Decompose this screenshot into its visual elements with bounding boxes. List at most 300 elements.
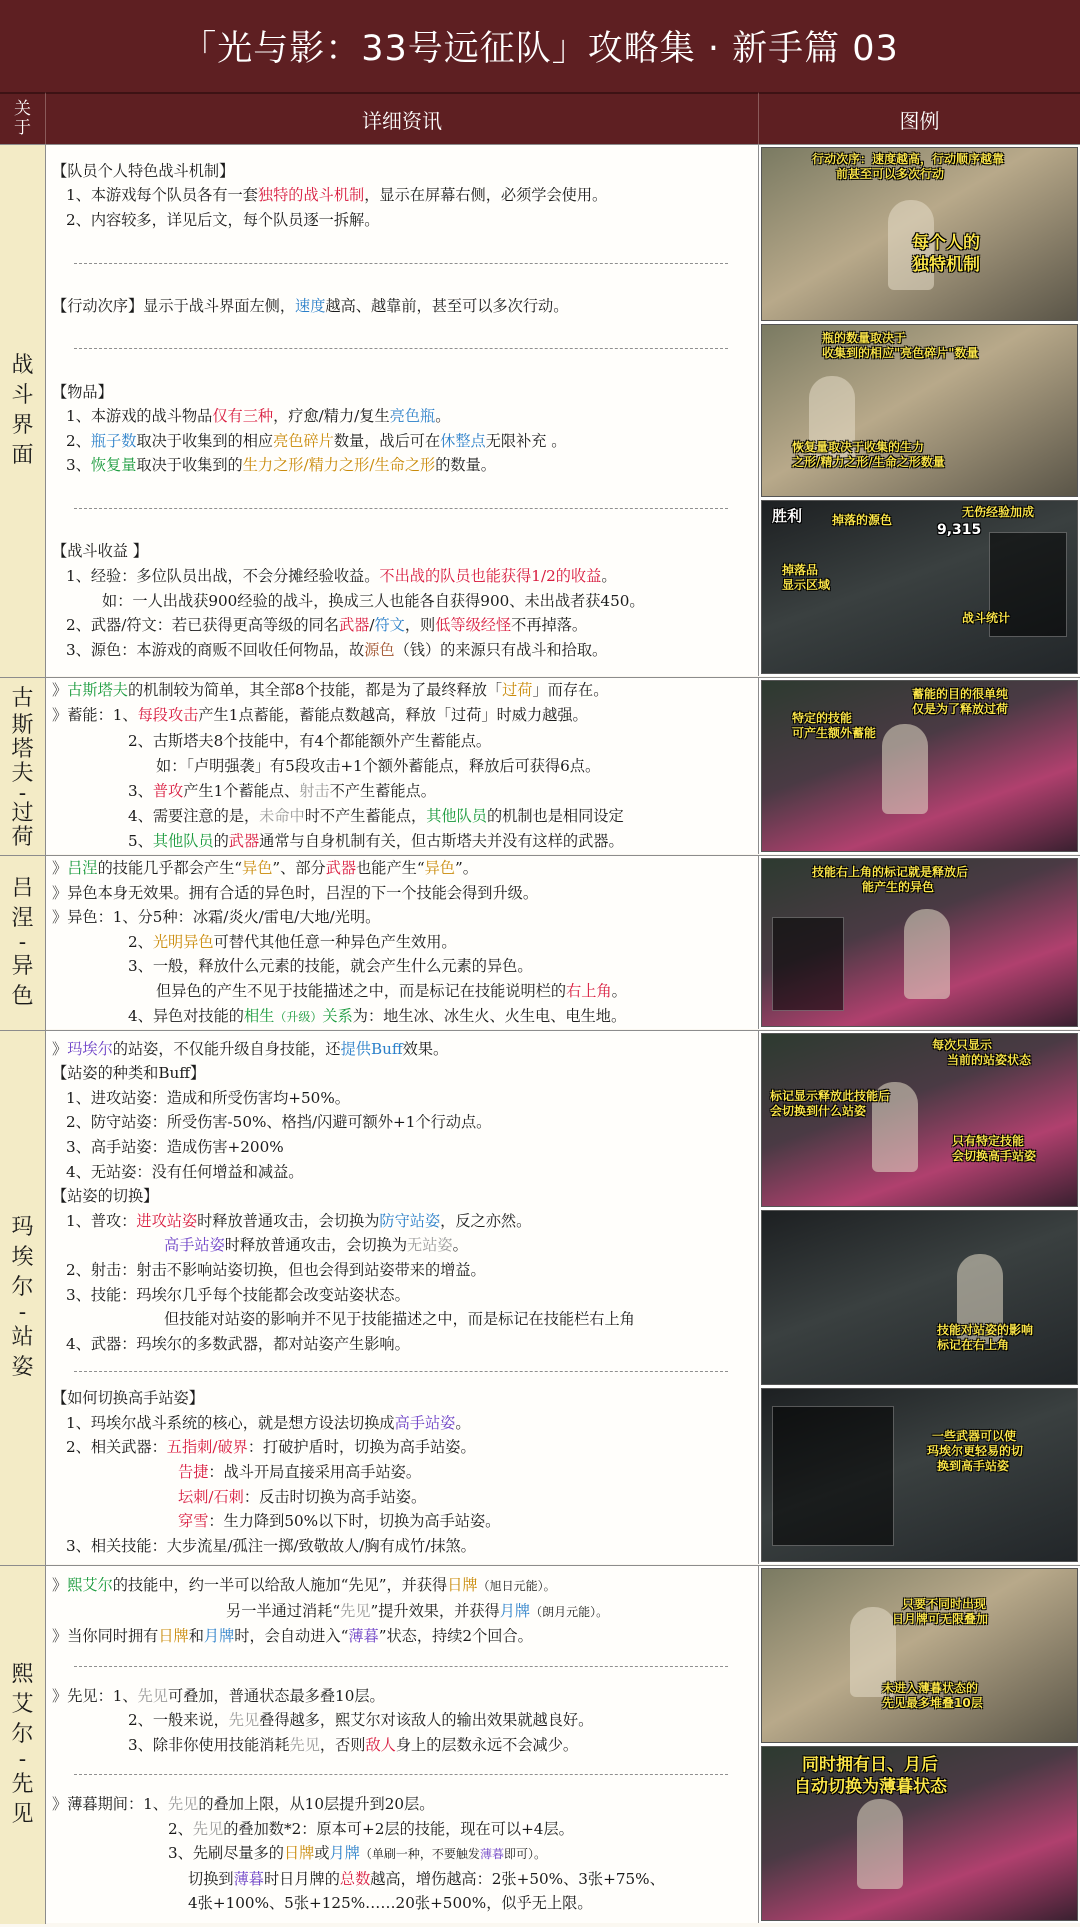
text-line: [52, 638, 750, 663]
text-fragment: 坛刺/石刺: [178, 1487, 244, 1506]
figure-column-sciel: [759, 1565, 1080, 1923]
text-fragment: 。: [611, 981, 627, 1000]
side-char: 涅: [11, 906, 34, 931]
block-stances: [52, 1037, 750, 1357]
caption: 每次只显示: [932, 1038, 993, 1052]
text-line: 4、无站姿：没有任何增益和减益。: [66, 1162, 304, 1181]
text-fragment: 》: [52, 1039, 68, 1058]
figure-column-maelle: [759, 1030, 1080, 1564]
text-fragment: 先见: [192, 1819, 224, 1838]
heading-line: 【物品】: [52, 382, 113, 401]
text-line: 3、技能：玛埃尔几乎每个技能都会改变站姿状态。: [66, 1285, 410, 1304]
section-content-lune: [46, 855, 759, 1029]
text-line: 4张+100%、5张+125%……20张+500%，似乎无上限。: [188, 1894, 593, 1913]
caption: 之形/精力之形/生命之形数量: [792, 454, 945, 469]
text-fragment: 武器: [228, 832, 260, 851]
text-line: [52, 429, 750, 454]
screenshot-twilight: [761, 1746, 1078, 1921]
heading-line: 【如何切换高手站姿】: [52, 1389, 204, 1408]
side-char: 斯: [11, 712, 34, 738]
text-fragment: 告捷: [178, 1462, 209, 1481]
caption: 前甚至可以多次行动: [836, 167, 945, 181]
text-line: 2、射击：射击不影响站姿切换，但也会得到站姿带来的增益。: [66, 1261, 486, 1280]
side-char: -: [18, 930, 27, 955]
text-fragment: 3、源色：本游戏的商贩不回收任何物品，故: [66, 640, 365, 659]
text-fragment: 切换到: [188, 1869, 234, 1888]
side-char: 艾: [11, 1692, 34, 1717]
section-label-sciel: [0, 1565, 46, 1924]
text-fragment: 低等级经怪: [435, 616, 512, 635]
side-char: -: [18, 780, 27, 806]
text-line: 如：一人出战获900经验的战斗，换成三人也能各自获得900、未出战者获450。: [102, 591, 645, 610]
divider: [74, 348, 728, 349]
text-line: [52, 930, 750, 955]
text-line: [52, 1599, 750, 1625]
caption: 掉落的源色: [832, 513, 893, 528]
caption: 先见最多堆叠10层: [882, 1696, 983, 1710]
text-fragment: （钱）的来源只有战斗和拾取。: [394, 640, 608, 659]
text-fragment: 身上的层数永远不会减少。: [395, 1735, 579, 1754]
text-fragment: 。: [452, 1236, 468, 1255]
side-char: 埃: [11, 1245, 34, 1270]
text-fragment: 先见: [340, 1601, 371, 1620]
text-fragment: 独特的战斗机制: [257, 186, 365, 205]
text-line: [52, 1841, 750, 1867]
side-char: 面: [11, 443, 34, 468]
text-fragment: 》薄暮期间：1、: [52, 1795, 168, 1814]
caption: 玛埃尔更轻易的切: [927, 1443, 1024, 1458]
text-fragment: 越高，增伤越高：2张+50%、3张+75%、: [370, 1869, 665, 1888]
text-fragment: 。: [435, 407, 451, 426]
text-line: [52, 1817, 750, 1842]
text-line: 2、古斯塔夫8个技能中，有4个都能额外产生蓄能点。: [128, 731, 492, 750]
caption: 可产生额外蓄能: [792, 726, 877, 740]
text-fragment: 武器: [338, 616, 370, 635]
text-fragment: 每段攻击: [137, 706, 199, 725]
text-fragment: 的技能几乎都会产生“: [97, 859, 243, 877]
text-fragment: 4、需要注意的是，: [128, 806, 260, 825]
text-fragment: 先见: [228, 1711, 260, 1730]
screenshot-items: [761, 324, 1078, 498]
caption: 胜利: [772, 507, 803, 526]
text-fragment: 1、玛埃尔战斗系统的核心，就是想方设法切换成: [66, 1413, 395, 1432]
caption: 同时拥有日、月后: [802, 1755, 938, 1775]
text-fragment: 速度: [295, 296, 326, 315]
side-char: 界: [11, 413, 34, 438]
text-fragment: 通常与自身机制有关，但古斯塔夫并没有这样的武器。: [259, 832, 624, 851]
text-fragment: 产生1点蓄能，蓄能点数越高，释放「过荷」时威力越强。: [198, 706, 588, 725]
text-fragment: 。: [455, 1413, 471, 1432]
text-fragment: 时，会自动进入“: [234, 1627, 349, 1646]
caption: 日月牌可无限叠加: [892, 1612, 989, 1626]
text-fragment: 生力之形/精力之形/生命之形: [242, 456, 436, 475]
text-fragment: 过荷: [502, 681, 533, 700]
text-fragment: 总数: [339, 1869, 371, 1888]
text-fragment: 》: [52, 681, 68, 700]
block-items: [52, 380, 750, 478]
screenshot-turn-order: [761, 147, 1078, 321]
caption: 一些武器可以使: [932, 1428, 1017, 1443]
text-fragment: 2、武器/符文：若已获得更高等级的同名: [66, 616, 339, 635]
section-label-battle-ui: [0, 144, 46, 677]
text-line: [52, 1411, 750, 1436]
text-fragment: 日牌: [158, 1627, 189, 1646]
side-char: 熙: [11, 1662, 34, 1687]
caption: 技能右上角的标记就是释放后: [812, 865, 969, 879]
screenshot-stance-status: [761, 1033, 1078, 1207]
screenshot-weapons: [761, 1388, 1078, 1562]
caption: 换到高手站姿: [937, 1458, 1010, 1473]
text-fragment: 另一半通过消耗“: [226, 1601, 341, 1620]
about-label-bottom: 于: [14, 118, 31, 138]
text-fragment: 不再掉落。: [511, 616, 588, 635]
text-fragment: 2、相关武器：: [66, 1438, 167, 1457]
text-fragment: 武器: [325, 859, 357, 877]
text-line: 2、防守站姿：所受伤害-50%、格挡/闪避可额外+1个行动点。: [66, 1113, 492, 1132]
text-fragment: 》: [52, 859, 68, 877]
text-fragment: （旭日元能）。: [477, 1578, 556, 1593]
text-fragment: 先见: [289, 1735, 320, 1754]
figure-column-battle-ui: [759, 144, 1080, 676]
side-char: 异: [11, 954, 34, 979]
text-line: 3、高手站姿：造成伤害+200%: [66, 1138, 284, 1157]
text-fragment: 无限补充 。: [485, 431, 567, 450]
caption: 恢复量取决于收集的生力: [792, 439, 925, 454]
text-fragment: 的站姿，不仅能升级自身技能，还: [112, 1039, 341, 1058]
text-fragment: 亮色碎片: [273, 431, 334, 450]
guide-table: [0, 92, 1080, 1924]
side-char: -: [18, 1300, 27, 1325]
section-label-gustave: [0, 677, 46, 855]
text-line: [52, 1209, 750, 1234]
text-fragment: 的叠加数*2：原本可+2层的技能，现在可以+4层。: [223, 1819, 574, 1838]
block-twilight: [52, 1792, 750, 1916]
text-line: [52, 613, 750, 638]
text-fragment: ：战斗开局直接采用高手站姿。: [208, 1462, 421, 1481]
text-fragment: /: [369, 616, 375, 635]
side-char: 塔: [11, 736, 34, 762]
divider: [74, 263, 728, 264]
text-fragment: 时释放普通攻击，会切换为: [224, 1236, 407, 1255]
text-line: [52, 183, 750, 208]
text-fragment: 也能产生“: [356, 859, 425, 877]
text-fragment: 越高、越靠前，甚至可以多次行动。: [325, 296, 569, 315]
text-fragment: 时日月牌的: [263, 1869, 340, 1888]
caption: 只有特定技能: [952, 1134, 1025, 1148]
text-fragment: 相生: [243, 1006, 275, 1025]
text-line: [52, 1435, 750, 1460]
block-foretell-intro: [52, 1573, 750, 1649]
side-char: 先: [11, 1772, 34, 1797]
text-fragment: 恢复量: [90, 456, 137, 475]
text-fragment: 2、一般来说，: [128, 1711, 229, 1730]
block-foretell: [52, 1684, 750, 1758]
text-fragment: 的机制也是相同设定: [486, 806, 624, 825]
text-fragment: （朗月元能）。: [530, 1604, 609, 1619]
text-fragment: 2、: [66, 431, 91, 450]
text-fragment: 日牌: [283, 1844, 315, 1863]
heading-line: 【站姿的切换】: [52, 1187, 159, 1206]
text-fragment: ，否则: [319, 1735, 366, 1754]
text-fragment: 瓶子数: [90, 431, 137, 450]
text-fragment: 未命中: [259, 806, 305, 825]
text-fragment: 薄暮: [233, 1869, 264, 1888]
block-virtuoso-stance: [52, 1386, 750, 1558]
side-char: 玛: [11, 1215, 34, 1240]
text-line: [52, 1708, 750, 1733]
text-fragment: 先见: [137, 1686, 168, 1705]
text-line: [52, 829, 750, 854]
caption: 技能对站姿的影响: [937, 1323, 1034, 1338]
text-line: [52, 703, 750, 728]
side-char: 过: [11, 800, 34, 826]
text-fragment: 月牌: [203, 1627, 235, 1646]
text-line: [52, 804, 750, 829]
text-fragment: 》: [52, 1575, 68, 1594]
caption: 当前的站姿状态: [947, 1053, 1032, 1067]
text-fragment: 1、普攻：: [66, 1211, 137, 1230]
text-fragment: 敌人: [365, 1735, 396, 1754]
text-fragment: 》蓄能：1、: [52, 706, 138, 725]
caption: 瓶的数量取决于: [822, 330, 907, 345]
caption: 战斗统计: [962, 611, 1011, 626]
text-fragment: 1、本游戏的战斗物品: [66, 407, 213, 426]
text-fragment: 玛埃尔: [67, 1039, 113, 1058]
text-line: [52, 294, 750, 319]
text-fragment: 」而存在。: [532, 681, 609, 700]
text-line: 2、内容较多，详见后文，每个队员逐一拆解。: [66, 210, 380, 229]
text-fragment: 穿雪: [178, 1512, 209, 1531]
text-fragment: 3、: [66, 456, 91, 475]
caption: 自动切换为薄暮状态: [794, 1777, 947, 1797]
character-figure: [882, 724, 928, 814]
text-line: 如：「卢明强袭」有5段攻击+1个额外蓄能点，释放后可获得6点。: [156, 756, 601, 775]
text-fragment: 时释放普通攻击，会切换为: [197, 1211, 380, 1230]
text-line: [52, 1792, 750, 1817]
text-fragment: 即可）。: [503, 1847, 546, 1862]
text-line: [52, 678, 750, 703]
text-fragment: 月牌: [329, 1844, 360, 1863]
caption: 显示区域: [782, 578, 831, 593]
text-line: [52, 1867, 750, 1892]
text-fragment: 吕涅: [67, 859, 98, 877]
text-fragment: 5、: [128, 832, 153, 851]
text-line: [52, 1037, 750, 1062]
text-line: [52, 1684, 750, 1709]
text-fragment: ”。: [454, 859, 478, 877]
divider: [74, 1774, 728, 1775]
text-fragment: 熙艾尔: [67, 1575, 113, 1594]
text-fragment: 》当你同时拥有: [52, 1627, 159, 1646]
divider: [74, 1371, 728, 1372]
side-char: 吕: [11, 876, 34, 901]
screenshot-rewards: [761, 500, 1078, 674]
page-title: 「光与影：33号远征队」攻略集 · 新手篇 03: [0, 0, 1080, 92]
text-fragment: 的: [213, 832, 229, 851]
text-line: [52, 1509, 750, 1534]
text-fragment: ”提升效果，并获得: [370, 1601, 500, 1620]
text-line: 》异色：1、分5种：冰霜/炎火/雷电/大地/光明。: [52, 908, 381, 927]
text-fragment: 异色: [242, 859, 273, 877]
text-line: 》异色本身无效果。拥有合适的异色时，吕涅的下一个技能会得到升级。: [52, 883, 538, 902]
text-line: 3、一般，释放什么元素的技能，就会产生什么元素的异色。: [128, 957, 533, 976]
text-line: [52, 1573, 750, 1599]
text-fragment: 不出战的队员也能获得1/2的收益: [379, 566, 602, 585]
text-fragment: 1、经验：多位队员出战，不会分摊经验收益。: [66, 566, 380, 585]
text-fragment: ”、部分: [272, 859, 326, 877]
text-fragment: 符文: [374, 616, 405, 635]
text-fragment: 其他队员: [426, 806, 487, 825]
divider: [74, 508, 728, 509]
text-fragment: 五指刺/破界: [166, 1438, 248, 1457]
heading-line: 【站姿的种类和Buff】: [52, 1064, 206, 1083]
text-line: 1、经验：多位队员出战，不会分摊经验收益。不出战的队员也能获得1/2的收益。: [66, 566, 617, 585]
side-char: 荷: [11, 824, 34, 850]
side-char: 古: [11, 685, 34, 711]
caption: 独特机制: [912, 255, 980, 275]
about-label-top: 关: [14, 99, 31, 119]
caption: 9,315: [937, 522, 982, 539]
divider: [74, 1666, 728, 1667]
section-content-battle-ui: [46, 144, 759, 676]
caption: 标记显示释放此技能后: [770, 1089, 891, 1103]
section-content-sciel: [46, 1565, 759, 1923]
text-line: [52, 453, 750, 478]
caption: 蓄能的目的很单纯: [912, 687, 1009, 701]
section-content-maelle: [46, 1030, 759, 1564]
text-fragment: （单刷一种，不要触发: [359, 1847, 480, 1862]
text-fragment: 时不产生蓄能点，: [304, 806, 427, 825]
text-fragment: 效果。: [402, 1039, 449, 1058]
caption: 未进入薄暮状态的: [882, 1681, 979, 1695]
text-fragment: 取决于收集到的相应: [136, 431, 274, 450]
text-fragment: 4、异色对技能的: [128, 1006, 244, 1025]
text-fragment: 3、: [128, 781, 153, 800]
side-char: 斗: [11, 383, 34, 408]
block-battle-rewards: [52, 539, 750, 662]
text-fragment: ，则: [404, 616, 436, 635]
text-line: [52, 1233, 750, 1258]
section-content-gustave: [46, 677, 759, 854]
heading-line: 【战斗收益 】: [52, 542, 148, 561]
text-line: 1、进攻站姿：造成和所受伤害均+50%。: [66, 1088, 350, 1107]
text-line: [52, 1624, 750, 1649]
caption: 标记在右上角: [937, 1338, 1010, 1353]
text-fragment: 光明异色: [152, 932, 214, 951]
figure-column-lune: [759, 855, 1080, 1029]
text-line: [52, 1485, 750, 1510]
screenshot-sun-moon: [761, 1568, 1078, 1743]
text-fragment: 先见: [167, 1795, 199, 1814]
text-fragment: 月牌: [499, 1601, 531, 1620]
text-fragment: 源色: [364, 640, 395, 659]
caption: 掉落品: [782, 563, 819, 578]
text-fragment: 其他队员: [152, 832, 214, 851]
block-character-mechanics: [52, 159, 750, 233]
column-header-details: 详细资讯: [46, 92, 759, 144]
caption: 只要不同时出现: [902, 1597, 987, 1611]
text-line: [52, 404, 750, 429]
figure-column-gustave: [759, 677, 1080, 854]
text-fragment: 异色: [424, 859, 455, 877]
section-label-lune: [0, 855, 46, 1030]
heading-line: 【队员个人特色战斗机制】: [52, 161, 235, 180]
text-line: [52, 1460, 750, 1485]
text-fragment: 薄暮: [348, 1627, 379, 1646]
side-char: 见: [11, 1802, 34, 1827]
text-fragment: 》先见：1、: [52, 1686, 138, 1705]
text-fragment: 的机制较为简单，其全部8个技能，都是为了最终释放「: [127, 681, 503, 700]
screenshot-lune-skills: [761, 858, 1078, 1027]
text-line: [52, 1733, 750, 1758]
side-char: 夫: [11, 760, 34, 786]
text-line: [52, 979, 750, 1004]
text-fragment: 数量，战后可在: [333, 431, 441, 450]
text-fragment: （升级）: [274, 1009, 323, 1024]
text-fragment: 【行动次序】显示于战斗界面左侧，: [52, 296, 295, 315]
side-char: -: [18, 1747, 27, 1772]
text-fragment: ：反击时切换为高手站姿。: [243, 1487, 427, 1506]
text-fragment: 3、除非你使用技能消耗: [128, 1735, 290, 1754]
column-header-figure: 图例: [759, 92, 1080, 144]
column-header-about: [0, 92, 46, 144]
block-turn-order: [52, 294, 750, 319]
weapon-list-panel: [772, 1406, 894, 1546]
side-char: 尔: [11, 1275, 34, 1300]
text-fragment: 3、先刷尽量多的: [168, 1844, 284, 1863]
side-char: 战: [11, 353, 34, 378]
text-fragment: 但异色的产生不见于技能描述之中，而是标记在技能说明栏的: [156, 981, 567, 1000]
text-fragment: 关系: [322, 1006, 353, 1025]
text-line: 但技能对站姿的影响并不见于技能描述之中，而是标记在技能栏右上角: [164, 1310, 635, 1329]
caption: 收集到的相应"亮色碎片"数量: [822, 345, 979, 360]
text-fragment: 的数量。: [435, 456, 496, 475]
skills-panel: [772, 917, 844, 1011]
text-fragment: 亮色瓶: [389, 407, 436, 426]
caption: 会切换到什么站姿: [770, 1104, 867, 1118]
caption: 无伤经验加成: [962, 505, 1035, 520]
text-fragment: 仅有三种: [212, 407, 274, 426]
text-fragment: 为：地生冰、冰生火、火生电、电生地。: [352, 1006, 627, 1025]
section-label-maelle: [0, 1030, 46, 1565]
caption: 会切换高手站姿: [952, 1149, 1037, 1163]
text-line: [52, 856, 750, 881]
text-fragment: 右上角: [566, 981, 612, 1000]
text-fragment: 或: [314, 1844, 330, 1863]
text-fragment: ，显示在屏幕右侧，必须学会使用。: [364, 186, 608, 205]
caption: 能产生的异色: [862, 880, 935, 894]
text-line: 3、相关技能：大步流星/孤注一掷/致敬故人/胸有成竹/抹煞。: [66, 1536, 476, 1555]
caption: 行动次序：速度越高，行动顺序越靠: [812, 152, 1005, 166]
text-fragment: 2、: [128, 932, 153, 951]
character-figure: [904, 909, 950, 999]
text-fragment: ：生力降到50%以下时，切换为高手站姿。: [208, 1512, 501, 1531]
text-fragment: 射击: [299, 781, 330, 800]
character-figure: [857, 1799, 903, 1889]
text-fragment: 产生1个蓄能点、: [183, 781, 300, 800]
caption: 特定的技能: [792, 711, 853, 725]
screenshot-gustave-charge: [761, 680, 1078, 852]
text-fragment: 薄暮: [479, 1847, 504, 1862]
text-line: [52, 779, 750, 804]
side-char: 色: [11, 984, 34, 1009]
text-fragment: 休整点: [440, 431, 486, 450]
text-fragment: 和: [188, 1627, 204, 1646]
text-fragment: 普攻: [152, 781, 184, 800]
caption: 每个人的: [912, 233, 980, 253]
text-fragment: 的叠加上限，从10层提升到20层。: [198, 1795, 435, 1814]
text-fragment: ：打破护盾时，切换为高手站姿。: [247, 1438, 476, 1457]
